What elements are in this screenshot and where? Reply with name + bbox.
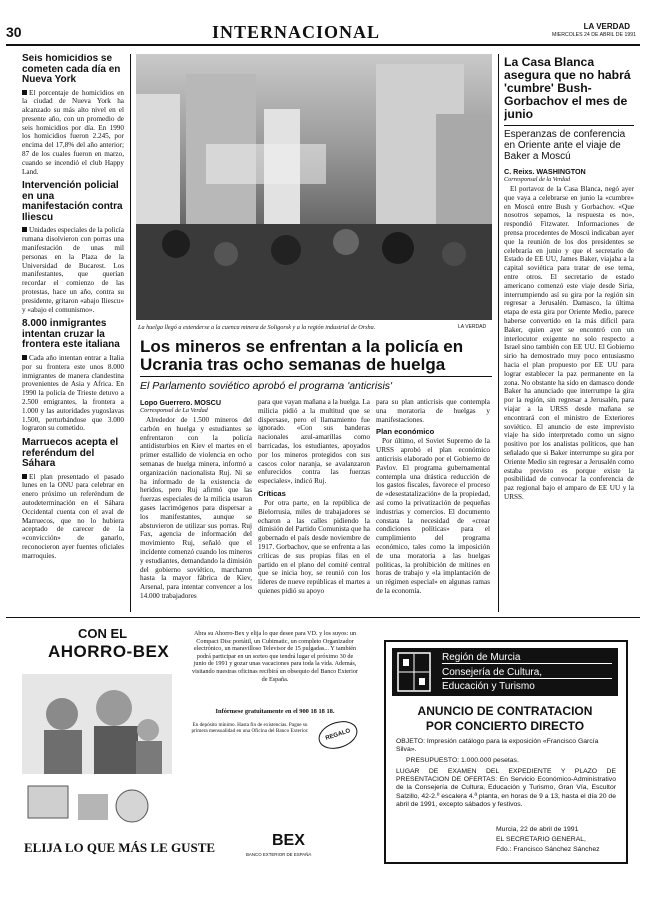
main-col-1 bbox=[140, 398, 252, 610]
paper-name: LA VERDAD bbox=[583, 22, 630, 31]
photo-caption: La huelga llegó a extenderse a la cuenca minera de Soligorsk y a la región industrial de Orsha. bbox=[138, 324, 376, 331]
sidebar-item-body: Unidades especiales de la policía rumana disolvieron con porras una manifestación de unas mil personas en la Plaza de la Universidad de Bucarest. Los manifestantes, que querían recordar el comienzo de las protestas, hace un año, contra su presidente, gritaron «abajo Iliescu» y «abajo el comunismo». bbox=[22, 226, 124, 314]
sidebar-item-title: Seis homicidios se cometen cada día en Nueva York bbox=[22, 54, 121, 85]
crosshead-criticas: Críticas bbox=[258, 488, 286, 498]
crowd-photo-illustration bbox=[136, 54, 492, 320]
main-col-3 bbox=[376, 398, 490, 610]
bank-logo: BEX bbox=[272, 832, 305, 849]
contract-object: OBJETO: Impresión catálogo para la exposición «Francisco García Silva». bbox=[396, 738, 599, 754]
ad-slogan: ELIJA LO QUE MÁS LE GUSTE bbox=[24, 840, 216, 855]
sidebar-item bbox=[22, 319, 124, 433]
section-title: INTERNACIONAL bbox=[212, 22, 381, 42]
news-photo bbox=[136, 54, 492, 320]
gift-stamp bbox=[315, 716, 361, 753]
right-byline: C. Reixs. WASHINGTON bbox=[504, 167, 586, 176]
right-byline-role: Corresponsal de la Verdad bbox=[504, 176, 571, 183]
main-col-3-text: para su plan anticrisis que contempla una moratoria de huelgas y manifestaciones. bbox=[376, 398, 490, 424]
gift-items-illustration bbox=[22, 776, 172, 836]
region-line-1: Región de Murcia bbox=[442, 652, 612, 664]
sidebar-item bbox=[22, 181, 124, 314]
ad-brand: AHORRO-BEX bbox=[48, 642, 170, 661]
masthead-rule bbox=[6, 44, 640, 46]
gift-stamp-text: REGALO bbox=[324, 728, 352, 742]
sidebar-item-title: 8.000 inmigrantes intentan cruzar la frontera este italiana bbox=[22, 318, 120, 351]
region-header bbox=[392, 648, 618, 696]
contract-place: LUGAR DE EXAMEN DEL EXPEDIENTE Y PLAZO DE PRESENTACION DE OFERTAS: En Servicio Económico-Administrativo de la Consejería de Cultura, Educación y Turismo, Gran Vía, Escultor Salzillo, 42-2.º escalera 4.ª planta, en horas de 9 a 13, hasta el día 20 de abril de 1991, excepto sábados y festivos. bbox=[396, 768, 616, 808]
crosshead-plan: Plan económico bbox=[376, 427, 435, 437]
issue-date: MIERCOLES 24 DE ABRIL DE 1991 bbox=[552, 32, 636, 38]
family-photo-illustration bbox=[22, 674, 172, 774]
region-emblem-icon bbox=[397, 652, 431, 692]
byline-role: Corresponsal de La Verdad bbox=[140, 407, 208, 414]
subhead-rule bbox=[140, 376, 492, 377]
sidebar-item bbox=[22, 54, 124, 176]
main-col-2 bbox=[258, 398, 370, 610]
sidebar-item-body: El plan presentado el pasado lunes en la ONU para celebrar en enero próximo un referéndum de autodeterminación en el Sáhara Occidental cuenta con el aval de Marruecos, que no lo hubiera aceptado de carecer de la «convicción» de ganarlo, reconocieron ayer fuentes oficiales marroquíes. bbox=[22, 472, 124, 560]
sidebar-item-body: Cada año intentan entrar a Italia por su frontera este unos 8.000 inmigrantes de manera clandestina provenientes de Asia y Africa. En 1990 la policía de Trieste detuvo a 2.500 emigrantes, la frontera a 1.000 y las autoridades yugoslavas 1.500, perturbándose que 3.000 lograron su cometido. bbox=[22, 353, 124, 433]
column-rule bbox=[130, 54, 131, 612]
bullet-icon bbox=[22, 355, 27, 360]
right-deck: Esperanzas de conferencia en Oriente ante el viaje de Baker a Moscú bbox=[504, 129, 626, 162]
sidebar bbox=[22, 54, 124, 612]
main-subhead: El Parlamento soviético aprobó el programa 'anticrisis' bbox=[140, 380, 393, 392]
right-story-text: El portavoz de la Casa Blanca, negó ayer que vaya a celebrarse en junio la «cumbre» en Moscú entre Bush y Gorbachov. «Que nosotros sepamos, la respuesta es no», respondió Fitzwater. Informaciones de prensa procedentes de Moscú indicaban ayer que la reunión de los dos presidentes se celebraría en junio y que el secretario de Estado de EE UU, James Baker, viajaba a la capital soviética para tratar de ese tema, entre otros. El secretario de estado americano comenzó este viaje desde Siria, interrumpiendo así su gira por la región sin regresar a Jerusalén. Damasco, la última etapa de esta gira por Oriente Medio, parece haberse convertido en la más difícil para Baker, quien ayer se encontró con un interlocutor exigente no solo respecto a Israel sino también con EE UU. El Gobierno sirio ha demostrado muy poco entusiasmo hacia el plan propuesto por EE UU para lograr establecer la paz permanente en la zona. No obstante ha sido en damasco donde Baker ha anunciado que interrumpe la gira por la región, sin regresar a Jerusalén, para viajar a la URSS desde mañana se encontrará con el ministro de Exteriores soviético. El anuncio de este imprevisto viaje ha sido interpretado como un signo positivo por los analistas políticos, que han señalado que si Baker interrumpe su gira por Oriente Medio sin regresar a Jerusalén como estaba previsto es porque existe la posibilidad de convocar la conferencia de paz regional bajo el amparo de EE UU y la URSS. bbox=[504, 185, 634, 501]
byline: Lopo Guerrero. MOSCU bbox=[140, 398, 222, 407]
contract-budget: PRESUPUESTO: 1.000.000 pesetas. bbox=[406, 757, 519, 764]
sidebar-item-body: El porcentaje de homicidios en la ciudad de Nueva York ha alcanzado su más alto nivel en el presente año, con un promedio de seis homicidios por día. En 1990 los homicidios fueron 2.245, por encima del 17,8% del año anterior; 87 de los cuales fueron en marzo, cuando se incendió el club Happy Land. bbox=[22, 88, 124, 176]
contract-title-1: ANUNCIO DE CONTRATACION bbox=[417, 704, 593, 718]
main-col-1-text: Alrededor de 1.500 mineros del carbón en huelga y estudiantes se enfrentaron con la policía antidisturbios en Kiev el martes en el primer estallido de violencia en ocho semanas de huelga minera, informó a organización nacionalista Ruj. Ni se ha informado de la existencia de heridos, pero Ruj afirmó que las fuerzas especiales de la milicia usaron gases lacrimógenos para dispersar a los manifestantes, aunque se abstuvieron de utilizar sus porras. Ruj Fax, agencia de información del movimiento Ruj, señaló que el incidente comenzó cuando los mineros y estudiantes, demandando la dimisión del gobierno soviético, marcharon hasta la mayor fábrica de Kiev, Arsenal, para intentar convencer a los 14.000 trabajadores bbox=[140, 416, 252, 600]
signature-name: Fdo.: Francisco Sánchez Sánchez bbox=[496, 846, 600, 853]
main-col-2b-text: Por otra parte, en la república de Bielorrusia, miles de trabajadores se echaron a las calles pidiendo la dimisión del Partido Comunista que ha gobernado el país desde noviembre de 1917. Gorbachov, que se enfrenta a las críticas de sus propias filas en el partido en el plano del comité central que se inicia hoy, se reunió con los líderes de nueve repúblicas el martes a quienes pidió su apoyo bbox=[258, 498, 370, 595]
contract-title-2: POR CONCIERTO DIRECTO bbox=[425, 719, 585, 733]
right-headline: La Casa Blanca asegura que no habrá 'cumbre' Bush-Gorbachov el mes de junio bbox=[504, 56, 631, 121]
main-col-2-text: para que vayan mañana a la huelga. La milicia pidió a la multitud que se dispersase, pero el llamamiento fue ignorado. «Con sus banderas nacionales azul-amarillas como barricadas, los estudiantes, apoyados por los mineros protegidos con sus cascos color naranja, se avalanzaron enfurecidos contra las fuerzas especiales», indicó Ruj. bbox=[258, 398, 370, 486]
sidebar-item bbox=[22, 438, 124, 560]
ad-fine-print: En depósito mínimo. Hasta fin de existencias. Pague su primera mensualidad en una Oficina del Banco Exterior. bbox=[191, 722, 309, 735]
signature-role: EL SECRETARIO GENERAL, bbox=[496, 836, 586, 843]
ad-phone: Infórmese gratuitamente en el 900 18 18 18. bbox=[215, 708, 335, 715]
bank-logo-subtitle: BANCO EXTERIOR DE ESPAÑA bbox=[246, 852, 312, 857]
region-line-3: Educación y Turismo bbox=[442, 681, 535, 692]
ad-section-rule bbox=[6, 617, 640, 618]
main-col-3b-text: Por último, el Soviet Supremo de la URSS aprobó el plan económico anticrisis elaborado por el Gobierno de Pavlov. El programa gubernamental contempla una drástica reducción de los gastos fiscales, favorece el proceso de «desestatalización» de la propiedad, así como la privatización de pequeñas industrias y comercios. El documento constata la necesidad de «crear condiciones políticas» para el cumplimiento del programa económico, tales como la imposición de una moratoria a las huelgas políticas, la prohibición de mítines en horas de trabajo y «la implantación de un régimen especial» en algunas ramas de la economía. bbox=[376, 437, 490, 595]
sidebar-item-title: Marruecos acepta el referéndum del Sáhara bbox=[22, 437, 119, 470]
bullet-icon bbox=[22, 227, 27, 232]
ad-top-text: CON EL bbox=[78, 626, 128, 641]
bullet-icon bbox=[22, 474, 27, 479]
bullet-icon bbox=[22, 90, 27, 95]
main-headline: Los mineros se enfrentan a la policía en Ucrania tras ocho semanas de huelga bbox=[140, 337, 464, 374]
sidebar-item-title: Intervención policial en una manifestación contra Iliescu bbox=[22, 180, 123, 223]
ad-copy: Abra su Ahorro-Bex y elija lo que desee para VD. y los suyos: un Compact Disc portátil, un Cubimatic, un completo Organizador electrónico, un maravilloso Televisor de 15 pulgadas... Y también podrá participar en un sorteo que tendrá lugar el próximo 30 de junio de 1991 y gozar unas vacaciones para toda la vida. Además, visitando nuestras oficinas recibirá un obsequio del Banco Exterior de España. bbox=[192, 630, 358, 683]
page-number: 30 bbox=[6, 24, 22, 40]
region-line-2: Consejería de Cultura, bbox=[442, 667, 612, 679]
bank-ad bbox=[20, 626, 368, 872]
region-ad bbox=[384, 640, 628, 864]
signature-date: Murcia, 22 de abril de 1991 bbox=[496, 826, 579, 833]
column-rule bbox=[498, 54, 499, 612]
right-story bbox=[504, 56, 634, 612]
photo-credit: LA VERDAD bbox=[458, 324, 487, 330]
